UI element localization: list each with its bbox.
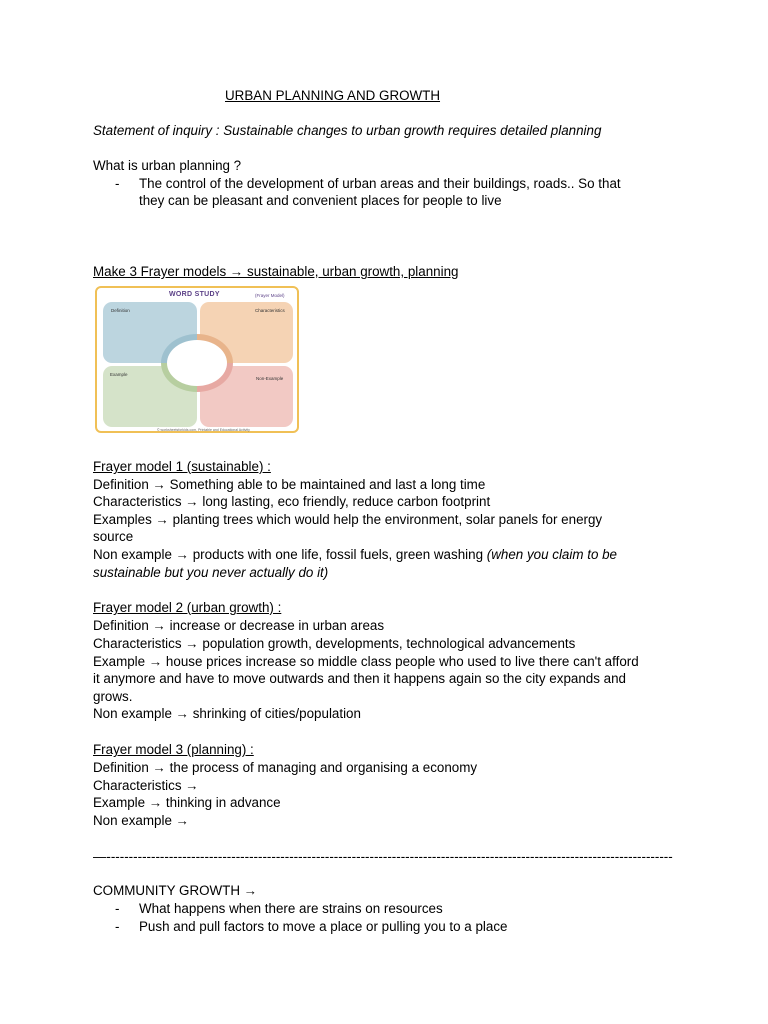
urban-planning-answer-line-1: The control of the development of urban areas and their buildings, roads.. So that <box>139 176 621 191</box>
model1-non-example-note-line-2: sustainable but you never actually do it) <box>93 565 329 580</box>
model2-heading: Frayer model 2 (urban growth) : <box>93 600 282 615</box>
urban-planning-answer-line-2: they can be pleasant and convenient places for people to live <box>139 193 502 208</box>
model2-definition: Definition → increase or decrease in urban areas <box>93 618 385 633</box>
model1-examples-line-1: Examples → planting trees which would help the environment, solar panels for energy <box>93 512 603 527</box>
section-divider: —------------------------------------------------------------------------------------------------------------------------------- <box>93 849 673 864</box>
characteristics-label: Characteristics <box>255 308 285 313</box>
statement-of-inquiry: Statement of inquiry : Sustainable changes to urban growth requires detailed planning <box>93 123 602 138</box>
model1-examples-line-2: source <box>93 529 134 544</box>
bullet-marker: - <box>115 919 120 934</box>
examples-label: Example <box>110 372 128 377</box>
frayer-model-image <box>95 286 299 433</box>
model3-heading: Frayer model 3 (planning) : <box>93 742 254 757</box>
model1-definition: Definition → Something able to be maintained and last a long time <box>93 477 486 492</box>
model1-characteristics: Characteristics → long lasting, eco friendly, reduce carbon footprint <box>93 494 491 509</box>
frayer-image-subtitle: (Frayer Model) <box>255 293 285 298</box>
frayer-image-title: WORD STUDY <box>169 291 220 298</box>
model3-non-example: Non example → <box>93 813 190 828</box>
model2-example-line-3: grows. <box>93 689 133 704</box>
bullet-marker: - <box>115 176 120 191</box>
definition-label: Definition <box>111 308 130 313</box>
model3-characteristics: Characteristics → <box>93 778 199 793</box>
community-item-1: What happens when there are strains on resources <box>139 901 443 916</box>
model2-example-line-2: it anymore and have to move outwards and then it happens again so the city expands and <box>93 671 626 686</box>
frayer-heading: Make 3 Frayer models → sustainable, urban growth, planning <box>93 264 459 279</box>
model3-definition: Definition → the process of managing and organising a economy <box>93 760 478 775</box>
model1-heading: Frayer model 1 (sustainable) : <box>93 459 271 474</box>
model1-non-example <box>93 546 617 564</box>
community-item-2: Push and pull factors to move a place or pulling you to a place <box>139 919 508 934</box>
bullet-marker: - <box>115 901 120 916</box>
frayer-image-footer: © worksheetsforkids.com, Printable and Educational Activity <box>157 428 250 432</box>
non-examples-label: Non-Example <box>256 376 284 381</box>
urban-planning-question: What is urban planning ? <box>93 158 242 173</box>
model2-characteristics: Characteristics → population growth, developments, technological advancements <box>93 636 576 651</box>
model1-non-example-note: (when you claim to be <box>486 547 618 562</box>
model2-example-line-1: Example → house prices increase so middle class people who used to live there can't afford <box>93 654 639 669</box>
page-title: URBAN PLANNING AND GROWTH <box>225 88 441 103</box>
model3-example: Example → thinking in advance <box>93 795 281 810</box>
model2-non-example: Non example → shrinking of cities/population <box>93 706 361 721</box>
center-oval <box>167 340 227 386</box>
community-growth-heading: COMMUNITY GROWTH → <box>93 883 258 898</box>
model1-non-example-text: Non example → products with one life, fossil fuels, green washing <box>93 547 487 562</box>
